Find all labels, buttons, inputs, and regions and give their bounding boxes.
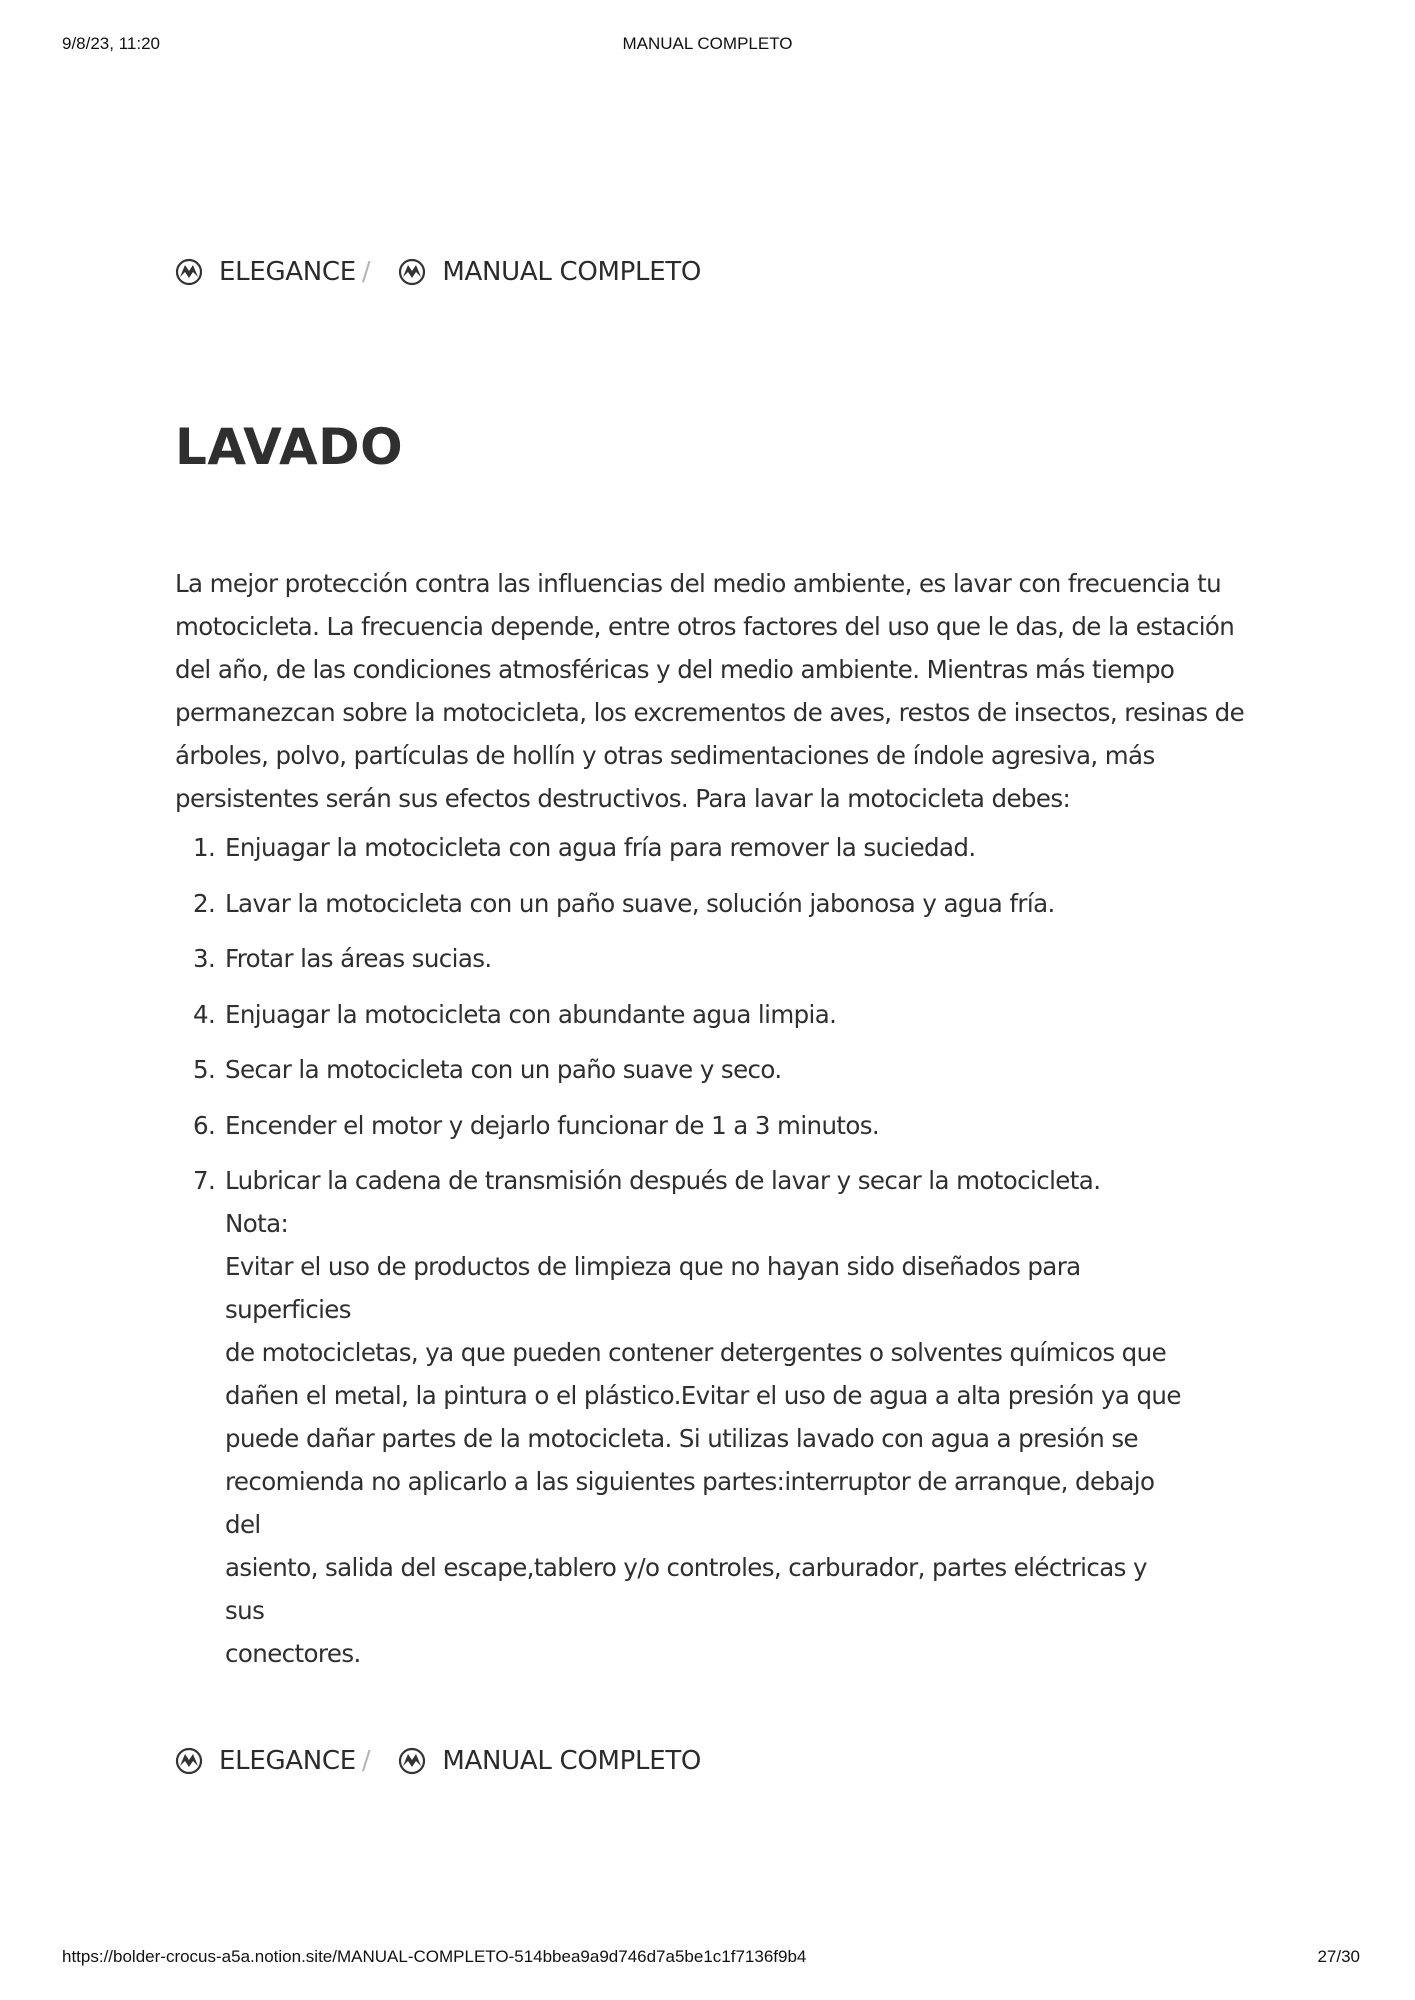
list-item — [175, 826, 1255, 869]
list-item — [175, 1159, 1255, 1675]
breadcrumb-label: MANUAL COMPLETO — [442, 257, 702, 287]
breadcrumb-item-elegance[interactable] — [175, 257, 356, 287]
note-line: Evitar el uso de productos de limpieza que no hayan sido diseñados para — [225, 1252, 1081, 1281]
washing-steps-list — [175, 826, 1255, 1675]
list-text: Lubricar la cadena de transmisión después de lavar y secar la motocicleta. — [225, 1166, 1101, 1195]
breadcrumb-bottom — [175, 1741, 701, 1781]
breadcrumb-item-elegance[interactable] — [175, 1746, 356, 1776]
list-text: Enjuagar la motocicleta con agua fría para remover la suciedad. — [225, 833, 976, 862]
list-number: 3. — [193, 944, 216, 973]
note-label: Nota: — [225, 1209, 289, 1238]
list-text: Enjuagar la motocicleta con abundante agua limpia. — [225, 999, 837, 1029]
note-line: recomienda no aplicarlo a las siguientes partes:interruptor de arranque, debajo — [225, 1467, 1155, 1496]
note-line: conectores. — [225, 1639, 361, 1668]
list-item — [175, 1048, 1255, 1091]
page-title: LAVADO — [175, 418, 404, 476]
breadcrumb-label: ELEGANCE — [219, 1746, 356, 1776]
list-item — [175, 1104, 1255, 1147]
print-document-title: MANUAL COMPLETO — [622, 34, 793, 53]
note-line: puede dañar partes de la motocicleta. Si utilizas lavado con agua a presión se — [225, 1424, 1139, 1453]
motorcycle-brand-logo-icon — [398, 1747, 426, 1775]
breadcrumb — [175, 252, 701, 292]
list-number: 2. — [193, 888, 216, 918]
page-content — [175, 562, 1255, 1688]
page-url: https://bolder-crocus-a5a.notion.site/MANUAL-COMPLETO-514bbea9a9d746d7a5be1c1f7136f9b4 — [62, 1947, 807, 1966]
list-number: 7. — [193, 1166, 216, 1195]
list-number: 4. — [193, 999, 216, 1029]
note-line: sus — [225, 1596, 265, 1625]
list-number: 6. — [193, 1110, 216, 1140]
list-number: 1. — [193, 833, 216, 862]
breadcrumb-item-manual-completo[interactable] — [398, 1746, 701, 1776]
breadcrumb-label: ELEGANCE — [219, 257, 356, 287]
list-text: Frotar las áreas sucias. — [225, 944, 492, 973]
print-header — [0, 34, 1415, 58]
list-item — [175, 937, 1255, 980]
breadcrumb-separator: / — [361, 257, 371, 287]
note-block — [225, 1202, 1255, 1675]
note-line: asiento, salida del escape,tablero y/o controles, carburador, partes eléctricas y — [225, 1553, 1147, 1582]
note-line: de motocicletas, ya que pueden contener detergentes o solventes químicos que — [225, 1338, 1167, 1367]
motorcycle-brand-logo-icon — [175, 258, 203, 286]
motorcycle-brand-logo-icon — [398, 258, 426, 286]
note-line: del — [225, 1510, 261, 1539]
list-number: 5. — [193, 1055, 216, 1084]
note-line: superficies — [225, 1295, 351, 1324]
motorcycle-brand-logo-icon — [175, 1747, 203, 1775]
page-indicator: 27/30 — [1317, 1947, 1360, 1966]
breadcrumb-item-manual-completo[interactable] — [398, 257, 701, 287]
list-item — [175, 882, 1255, 925]
list-text: Encender el motor y dejarlo funcionar de 1 a 3 minutos. — [225, 1110, 880, 1140]
print-footer — [0, 1947, 1415, 1971]
list-item — [175, 993, 1255, 1036]
breadcrumb-separator: / — [361, 1746, 371, 1776]
note-line: dañen el metal, la pintura o el plástico.Evitar el uso de agua a alta presión ya que — [225, 1381, 1181, 1410]
list-text: Secar la motocicleta con un paño suave y seco. — [225, 1055, 782, 1084]
breadcrumb-label: MANUAL COMPLETO — [442, 1746, 702, 1776]
print-datetime: 9/8/23, 11:20 — [62, 34, 160, 53]
list-text: Lavar la motocicleta con un paño suave, solución jabonosa y agua fría. — [225, 888, 1055, 918]
intro-paragraph: La mejor protección contra las influencias del medio ambiente, es lavar con frecuencia tu motocicleta. La frecuencia depende, entre otros factores del uso que le das, de la estación del año, de las condiciones atmosféricas y del medio ambiente. Mientras más tiempo permanezcan sobre la motocicleta, los excrementos de aves, restos de insectos, resinas de árboles, polvo, partículas de hollín y otras sedimentaciones de índole agresiva, más persistentes serán sus efectos destructivos. Para lavar la motocicleta debes: — [175, 569, 1245, 813]
